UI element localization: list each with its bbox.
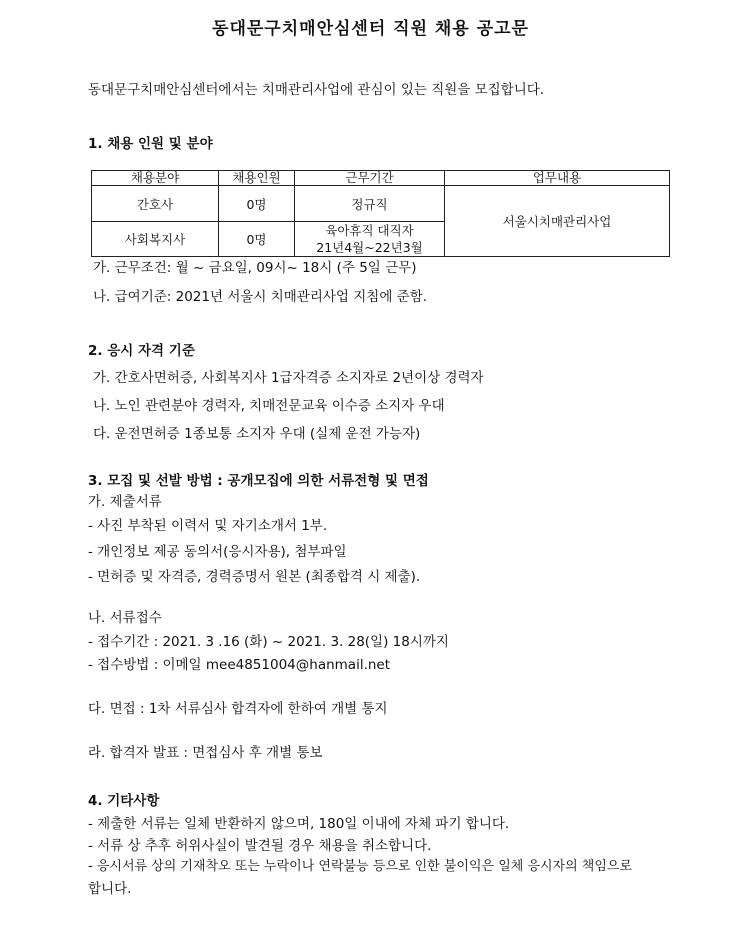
misc-item: - 서류 상 추후 허위사실이 발견될 경우 채용을 취소합니다. xyxy=(88,838,432,854)
work-condition: 가. 근무조건: 월 ~ 금요일, 09시~ 18시 (주 5일 근무) xyxy=(93,260,417,276)
header-count: 채용인원 xyxy=(219,171,295,186)
receipt-title: 나. 서류접수 xyxy=(88,610,162,626)
doc-item: - 사진 부착된 이력서 및 자기소개서 1부. xyxy=(88,518,328,534)
receipt-method: - 접수방법 : 이메일 mee4851004@hanmail.net xyxy=(88,657,391,673)
table-header-row xyxy=(92,171,670,186)
period-line1: 육아휴직 대직자 xyxy=(325,223,414,238)
qualification-item: 나. 노인 관련분야 경력자, 치매전문교육 이수증 소지자 우대 xyxy=(93,398,445,414)
receipt-period: - 접수기간 : 2021. 3 .16 (화) ~ 2021. 3. 28(일) 18시까지 xyxy=(88,634,449,650)
interview-text: 다. 면접 : 1차 서류심사 합격자에 한하여 개별 통지 xyxy=(88,701,388,717)
table-row xyxy=(92,186,670,222)
docs-title: 가. 제출서류 xyxy=(88,494,162,510)
header-field: 채용분야 xyxy=(92,171,219,186)
intro-text: 동대문구치매안심센터에서는 치매관리사업에 관심이 있는 직원을 모집합니다. xyxy=(88,82,545,98)
misc-item: - 응시서류 상의 기재착오 또는 누락이나 연락불능 등으로 인한 불이익은 일체 응시자의 책임으로 xyxy=(88,859,633,874)
section2-heading: 2. 응시 자격 기준 xyxy=(88,343,195,359)
cell-count: 0명 xyxy=(219,222,295,257)
section4-heading: 4. 기타사항 xyxy=(88,793,160,809)
section3-heading: 3. 모집 및 선발 방법 : 공개모집에 의한 서류전형 및 면접 xyxy=(88,473,429,489)
announce-text: 라. 합격자 발표 : 면접심사 후 개별 통보 xyxy=(88,745,323,761)
doc-item: - 개인정보 제공 동의서(응시자용), 첨부파일 xyxy=(88,544,347,560)
misc-item-continued: 합니다. xyxy=(88,881,132,897)
doc-item: - 면허증 및 자격증, 경력증명서 원본 (최종합격 시 제출). xyxy=(88,569,421,585)
cell-period xyxy=(295,222,445,257)
page-title: 동대문구치매안심센터 직원 채용 공고문 xyxy=(212,19,529,39)
period-line2: 21년4월~22년3월 xyxy=(316,240,423,255)
header-duty: 업무내용 xyxy=(445,171,670,186)
salary-standard: 나. 급여기준: 2021년 서울시 치매관리사업 지침에 준함. xyxy=(93,289,428,305)
qualification-item: 가. 간호사면허증, 사회복지사 1급자격증 소지자로 2년이상 경력자 xyxy=(93,370,484,386)
section1-heading: 1. 채용 인원 및 분야 xyxy=(88,136,213,152)
cell-duty: 서울시치매관리사업 xyxy=(445,186,670,257)
misc-item: - 제출한 서류는 일체 반환하지 않으며, 180일 이내에 자체 파기 합니다. xyxy=(88,816,510,832)
qualification-item: 다. 운전면허증 1종보통 소지자 우대 (실제 운전 가능자) xyxy=(93,426,421,442)
cell-count: 0명 xyxy=(219,186,295,222)
cell-field: 간호사 xyxy=(92,186,219,222)
cell-period: 정규직 xyxy=(295,186,445,222)
header-period: 근무기간 xyxy=(295,171,445,186)
cell-field: 사회복지사 xyxy=(92,222,219,257)
recruitment-table xyxy=(91,170,670,257)
